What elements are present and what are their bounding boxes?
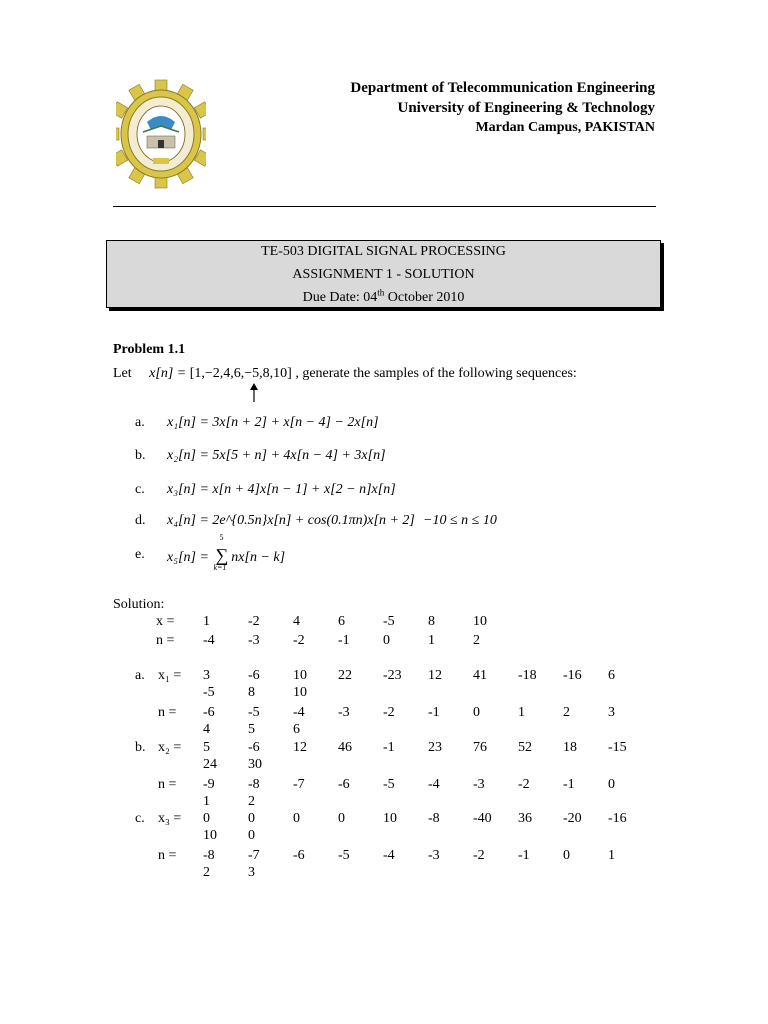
due-date-suffix: October 2010 — [384, 290, 465, 305]
index-value-cell: 0 — [563, 848, 570, 863]
x-value-cell: -2 — [248, 614, 260, 629]
part-b-label: b. — [135, 448, 146, 463]
x-definition-lhs: x[n] = — [149, 366, 190, 381]
sequence-value-cell: 0 — [248, 811, 255, 826]
sequence-row-label: x₂ = — [158, 740, 182, 755]
sequence-value-cell: 30 — [248, 757, 262, 772]
index-value-cell: 6 — [293, 722, 300, 737]
index-value-cell: -4 — [383, 848, 395, 863]
index-row-label: n = — [158, 777, 177, 792]
sequence-value-cell: 22 — [338, 668, 352, 683]
index-value-cell: 1 — [518, 705, 525, 720]
x-value-cell: 6 — [338, 614, 345, 629]
sequence-value-cell: -6 — [248, 668, 260, 683]
assignment-title: ASSIGNMENT 1 - SOLUTION — [292, 267, 475, 282]
assignment-title-box — [106, 240, 661, 308]
part-e-equation — [167, 533, 286, 572]
index-row-label: n = — [158, 848, 177, 863]
sequence-value-cell: 0 — [203, 811, 210, 826]
index-value-cell: -2 — [518, 777, 530, 792]
index-value-cell: -6 — [203, 705, 215, 720]
due-date-prefix: Due Date: 04 — [302, 290, 378, 305]
index-value-cell: -5 — [338, 848, 350, 863]
index-value-cell: -3 — [473, 777, 485, 792]
index-value-cell: 2 — [563, 705, 570, 720]
sequence-value-cell: 0 — [293, 811, 300, 826]
problem-title: Problem 1.1 — [113, 342, 186, 357]
part-e-rhs: nx[n − k] — [231, 550, 286, 565]
index-value-cell: 0 — [473, 705, 480, 720]
sequence-value-cell: -20 — [563, 811, 582, 826]
sequence-value-cell: 12 — [428, 668, 442, 683]
sequence-row-label: x₁ = — [158, 668, 182, 683]
sequence-value-cell: 24 — [203, 757, 217, 772]
index-value-cell: -6 — [338, 777, 350, 792]
course-title: TE-503 DIGITAL SIGNAL PROCESSING — [261, 244, 506, 259]
index-value-cell: -2 — [383, 705, 395, 720]
sequence-value-cell: 10 — [383, 811, 397, 826]
sequence-value-cell: 46 — [338, 740, 352, 755]
sequence-value-cell: -1 — [383, 740, 395, 755]
sequence-value-cell: 41 — [473, 668, 487, 683]
department-name: Department of Telecommunication Engineering — [350, 80, 655, 96]
index-value-cell: 4 — [203, 722, 210, 737]
x-value-cell: 10 — [473, 614, 487, 629]
part-e-label: e. — [135, 547, 145, 562]
sequence-value-cell: 10 — [293, 685, 307, 700]
part-a-label: a. — [135, 415, 145, 430]
n-row-label: n = — [156, 633, 175, 648]
solution-heading: Solution: — [113, 597, 165, 612]
index-value-cell: -5 — [248, 705, 260, 720]
index-value-cell: -8 — [248, 777, 260, 792]
sequence-value-cell: 8 — [248, 685, 255, 700]
let-word: Let — [113, 366, 132, 381]
index-value-cell: -6 — [293, 848, 305, 863]
sequence-value-cell: 12 — [293, 740, 307, 755]
part-d-equation: x₄[n] = 2e^{0.5n}x[n] + cos(0.1πn)x[n + 2] — [167, 513, 415, 528]
sequence-value-cell: -16 — [563, 668, 582, 683]
n-value-cell: 1 — [428, 633, 435, 648]
index-value-cell: 3 — [248, 865, 255, 880]
x-row-label: x = — [156, 614, 175, 629]
sequence-row-label: x₃ = — [158, 811, 182, 826]
index-value-cell: -5 — [383, 777, 395, 792]
index-value-cell: -2 — [473, 848, 485, 863]
n-value-cell: 2 — [473, 633, 480, 648]
university-logo — [116, 78, 206, 190]
sum-lower-limit: k=1 — [213, 563, 227, 572]
index-value-cell: -1 — [518, 848, 530, 863]
university-name: University of Engineering & Technology — [397, 100, 655, 116]
part-c-label: c. — [135, 482, 145, 497]
sequence-value-cell: 5 — [203, 740, 210, 755]
index-value-cell: 3 — [608, 705, 615, 720]
n-value-cell: -1 — [338, 633, 350, 648]
solution-part-label: b. — [135, 740, 146, 755]
n-value-cell: 0 — [383, 633, 390, 648]
sequence-value-cell: -16 — [608, 811, 627, 826]
index-value-cell: -1 — [563, 777, 575, 792]
sequence-value-cell: 0 — [338, 811, 345, 826]
x-value-cell: 1 — [203, 614, 210, 629]
index-value-cell: 0 — [608, 777, 615, 792]
x-value-cell: 4 — [293, 614, 300, 629]
x-value-cell: 8 — [428, 614, 435, 629]
origin-arrow-icon — [248, 382, 260, 402]
part-d-label: d. — [135, 513, 146, 528]
part-c-equation: x₃[n] = x[n + 4]x[n − 1] + x[2 − n]x[n] — [167, 482, 396, 497]
solution-part-label: c. — [135, 811, 145, 826]
part-a-equation: x₁[n] = 3x[n + 2] + x[n − 4] − 2x[n] — [167, 415, 379, 430]
sequence-value-cell: -40 — [473, 811, 492, 826]
header-rule — [113, 206, 656, 207]
x-value-cell: -5 — [383, 614, 395, 629]
part-d-range: −10 ≤ n ≤ 10 — [423, 513, 497, 528]
due-date-sup: th — [377, 287, 385, 298]
sequence-value-cell: -6 — [248, 740, 260, 755]
index-value-cell: -1 — [428, 705, 440, 720]
campus-name: Mardan Campus, PAKISTAN — [475, 120, 655, 135]
part-b-equation: x₂[n] = 5x[5 + n] + 4x[n − 4] + 3x[n] — [167, 448, 386, 463]
sequence-value-cell: -23 — [383, 668, 402, 683]
sequence-value-cell: 76 — [473, 740, 487, 755]
index-value-cell: 5 — [248, 722, 255, 737]
sequence-value-cell: 6 — [608, 668, 615, 683]
sequence-value-cell: 10 — [293, 668, 307, 683]
sequence-value-cell: -5 — [203, 685, 215, 700]
index-value-cell: 1 — [203, 794, 210, 809]
due-date — [107, 287, 660, 306]
summation-sign: ∑ 5 k=1 — [213, 533, 229, 572]
sequence-value-cell: -8 — [428, 811, 440, 826]
sequence-value-cell: -18 — [518, 668, 537, 683]
index-value-cell: 2 — [248, 794, 255, 809]
sequence-value-cell: 52 — [518, 740, 532, 755]
sequence-value-cell: 3 — [203, 668, 210, 683]
sum-upper-limit: 5 — [219, 533, 224, 542]
index-value-cell: 2 — [203, 865, 210, 880]
index-value-cell: -4 — [428, 777, 440, 792]
n-value-cell: -2 — [293, 633, 305, 648]
index-value-cell: -3 — [428, 848, 440, 863]
index-value-cell: -9 — [203, 777, 215, 792]
index-value-cell: -3 — [338, 705, 350, 720]
sequence-value-cell: 18 — [563, 740, 577, 755]
index-value-cell: -7 — [293, 777, 305, 792]
n-value-cell: -3 — [248, 633, 260, 648]
sequence-value-cell: 23 — [428, 740, 442, 755]
statement-tail: , generate the samples of the following sequences: — [291, 366, 577, 381]
sequence-value-cell: 36 — [518, 811, 532, 826]
solution-part-label: a. — [135, 668, 145, 683]
sequence-value-cell: 10 — [203, 828, 217, 843]
sequence-value-cell: 0 — [248, 828, 255, 843]
x-definition-rhs: [1,−2,4,6,−5,8,10] — [189, 366, 292, 381]
index-value-cell: 1 — [608, 848, 615, 863]
index-value-cell: -7 — [248, 848, 260, 863]
index-value-cell: -8 — [203, 848, 215, 863]
part-e-lhs: x₅[n] = — [167, 550, 213, 565]
sequence-value-cell: -15 — [608, 740, 627, 755]
n-value-cell: -4 — [203, 633, 215, 648]
problem-statement — [113, 366, 577, 382]
index-row-label: n = — [158, 705, 177, 720]
index-value-cell: -4 — [293, 705, 305, 720]
